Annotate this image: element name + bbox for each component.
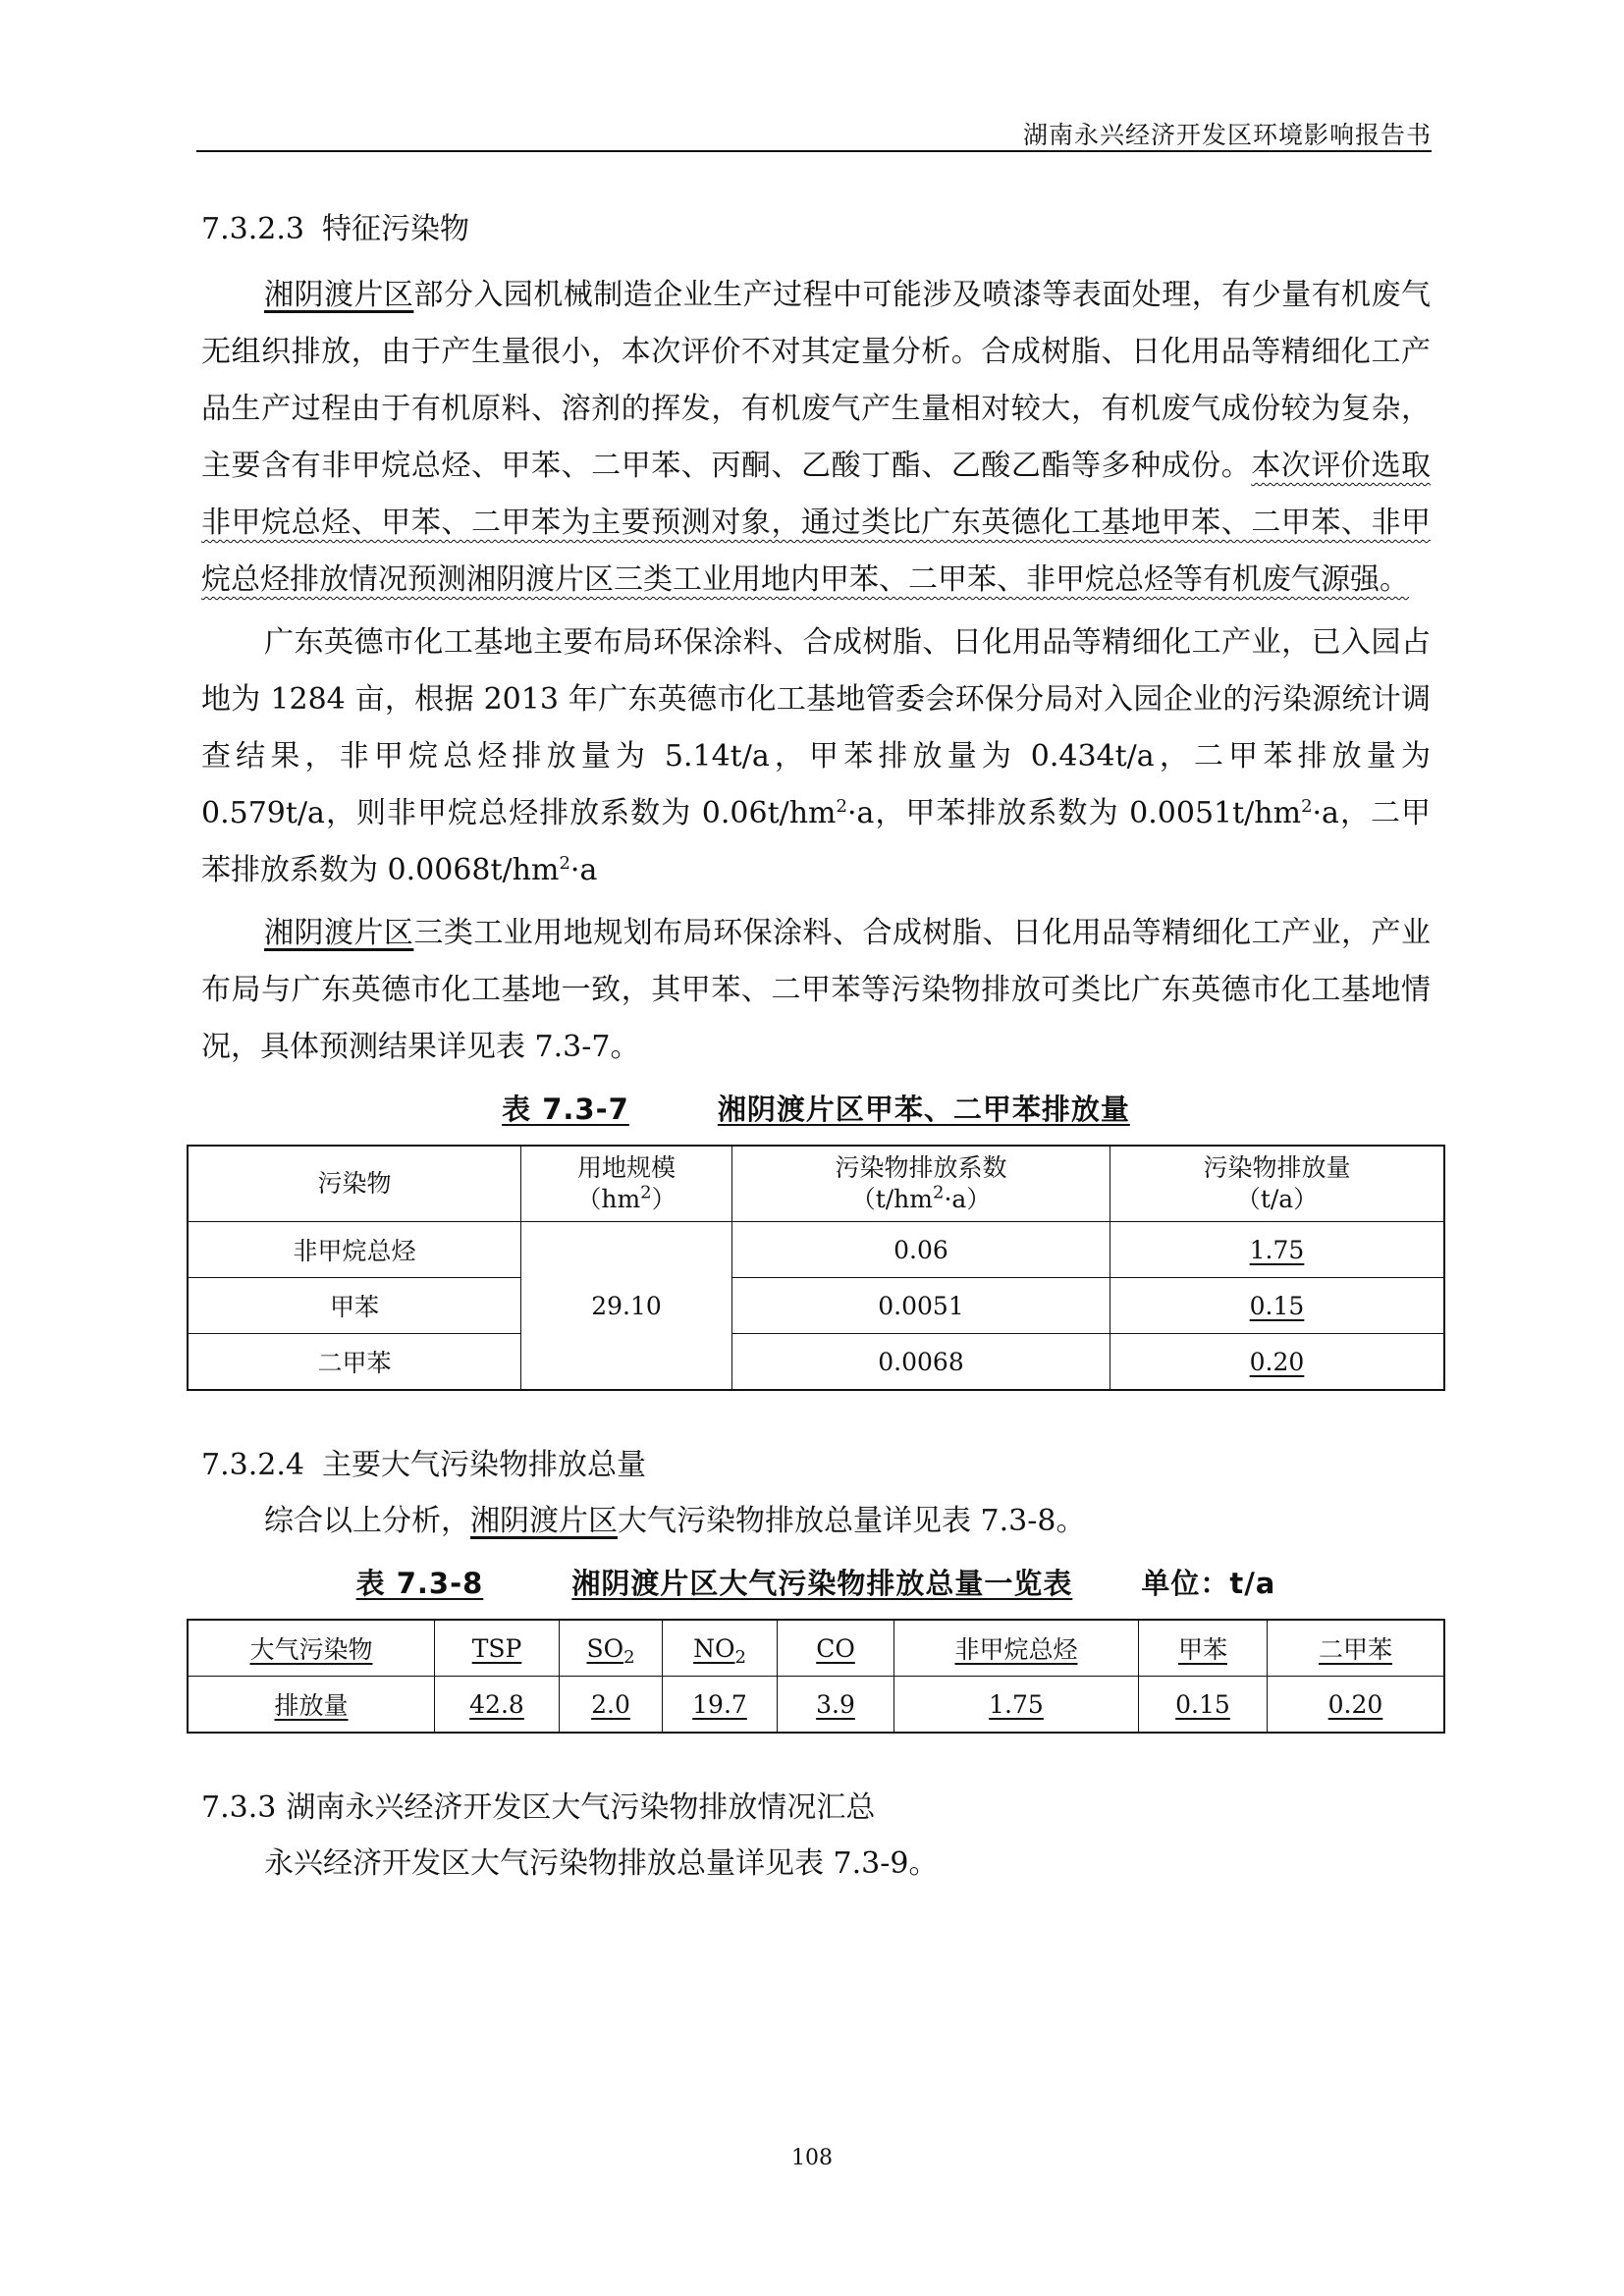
cell-no2: 19.7 bbox=[663, 1677, 778, 1734]
section-title: 特征污染物 bbox=[321, 212, 469, 246]
paragraph-total-emission bbox=[201, 1493, 1431, 1550]
paragraph-text: ·a bbox=[569, 853, 598, 887]
header-pollutant: 大气污染物 bbox=[188, 1620, 435, 1677]
cell-coefficient: 0.0068 bbox=[732, 1334, 1110, 1391]
table-7-3-8 bbox=[187, 1619, 1445, 1734]
document-header-title: 湖南永兴经济开发区环境影响报告书 bbox=[1022, 121, 1432, 149]
cell-toluene: 0.15 bbox=[1139, 1677, 1268, 1734]
cell-xylene: 0.20 bbox=[1268, 1677, 1445, 1734]
cell-amount: 1.75 bbox=[1110, 1222, 1445, 1278]
table-header-row bbox=[188, 1620, 1444, 1677]
cell-coefficient: 0.06 bbox=[732, 1222, 1110, 1278]
header-emission-coefficient: 污染物排放系数 $(t/hm^2\cdot a)$ bbox=[732, 1146, 1110, 1222]
table-row bbox=[188, 1222, 1444, 1278]
cell-so2: 2.0 bbox=[560, 1677, 663, 1734]
table-header-row bbox=[188, 1146, 1444, 1222]
cell-tsp: 42.8 bbox=[435, 1677, 560, 1734]
table-7-3-7 bbox=[187, 1145, 1445, 1391]
cell-pollutant: 二甲苯 bbox=[188, 1334, 521, 1391]
header-pollutant: 污染物 bbox=[188, 1146, 521, 1222]
table-number: 表 7.3-8 bbox=[355, 1567, 484, 1600]
paragraph-text: 大气污染物排放总量详见表 7.3-8。 bbox=[618, 1504, 1086, 1538]
section-heading-7-3-3 bbox=[201, 1789, 1431, 1828]
header-emission-amount: 污染物排放量 （t/a） bbox=[1110, 1146, 1445, 1222]
table-number: 表 7.3-7 bbox=[502, 1093, 629, 1126]
header-nmhc: 非甲烷总烃 bbox=[894, 1620, 1139, 1677]
paragraph-yingde-base bbox=[201, 614, 1431, 899]
paragraph-summary: 永兴经济开发区大气污染物排放总量详见表 7.3-9。 bbox=[264, 1846, 939, 1881]
superscript: 2 bbox=[836, 796, 847, 817]
section-title: 湖南永兴经济开发区大气污染物排放情况汇总 bbox=[286, 1790, 876, 1825]
underlined-term: 湘阴渡片区 bbox=[264, 278, 414, 312]
table-caption-7-3-8 bbox=[201, 1564, 1431, 1603]
section-title: 主要大气污染物排放总量 bbox=[321, 1448, 646, 1482]
paragraph-text: 广东英德市化工基地主要布局环保涂料、合成树脂、日化用品等精细化工产业，已入园占地为 1284 亩，根据 2013 年广东英德市化工基地管委会环保分局对入园企业的污染源统计调查结果，非甲烷总烃排放量为 5.14t/a，甲苯排放量为 0.434t/a，二甲苯排放量为 0.579t/a，则非甲烷总烃排放系数为 0.06t/hm bbox=[201, 625, 1431, 830]
header-co: CO bbox=[778, 1620, 894, 1677]
paragraph-text: ·a，甲苯排放系数为 0.0051t/hm bbox=[846, 796, 1302, 830]
paragraph-text: 部分入园机械制造企业生产过程中可能涉及喷漆等表面处理，有少量有机废气无组织排放，由于产生量很小，本次评价不对其定量分析。合成树脂、日化用品等精细化工产品生产过程由于有机原料、溶剂的挥发，有机废气产生量相对较大，有机废气成份较为复杂，主要含有非甲烷总烃、甲苯、二甲苯、丙酮、乙酸丁酯、乙酸乙酯等多种成份。 bbox=[201, 278, 1432, 483]
page-number: 108 bbox=[791, 2146, 833, 2170]
underlined-term: 湘阴渡片区 bbox=[264, 916, 414, 950]
superscript: 2 bbox=[1301, 796, 1313, 817]
header-tsp: TSP bbox=[435, 1620, 560, 1677]
cell-co: 3.9 bbox=[778, 1677, 894, 1734]
header-no2: $NO_2$ bbox=[663, 1620, 778, 1677]
underlined-term: 湘阴渡片区 bbox=[470, 1504, 618, 1538]
header-xylene: 二甲苯 bbox=[1268, 1620, 1445, 1677]
table-title: 湘阴渡片区甲苯、二甲苯排放量 bbox=[717, 1093, 1130, 1126]
section-heading-7-3-2-4 bbox=[201, 1446, 1431, 1485]
section-number: 7.3.2.4 bbox=[201, 1448, 304, 1482]
header-divider bbox=[196, 150, 1432, 152]
table-title: 湘阴渡片区大气污染物排放总量一览表 bbox=[571, 1567, 1073, 1600]
table-row bbox=[188, 1334, 1444, 1391]
table-row bbox=[188, 1278, 1444, 1334]
superscript: 2 bbox=[559, 853, 570, 874]
header-land-scale: 用地规模 $(hm^2)$ bbox=[521, 1146, 732, 1222]
paragraph-text: 三类工业用地规划布局环保涂料、合成树脂、日化用品等精细化工产业，产业布局与广东英德市化工基地一致，其甲苯、二甲苯等污染物排放可类比广东英德市化工基地情况，具体预测结果详见表 7.3-7。 bbox=[201, 916, 1432, 1064]
cell-pollutant: 甲苯 bbox=[188, 1278, 521, 1334]
row-label: 排放量 bbox=[188, 1677, 435, 1734]
cell-amount: 0.15 bbox=[1110, 1278, 1445, 1334]
header-toluene: 甲苯 bbox=[1139, 1620, 1268, 1677]
section-number: 7.3.2.3 bbox=[201, 212, 304, 246]
table-row bbox=[188, 1677, 1444, 1734]
cell-coefficient: 0.0051 bbox=[732, 1278, 1110, 1334]
paragraph-text: ·a，二甲苯排放系数为 0.0068t/hm bbox=[201, 796, 1432, 887]
section-number: 7.3.3 bbox=[201, 1790, 277, 1825]
paragraph-analogy bbox=[201, 905, 1431, 1076]
cell-land-scale: 29.10 bbox=[521, 1222, 732, 1391]
table-caption-7-3-7 bbox=[201, 1090, 1431, 1129]
header-so2: $SO_2$ bbox=[560, 1620, 663, 1677]
wavy-underlined-text: 本次评价选取非甲烷总烃、甲苯、二甲苯为主要预测对象，通过类比广东英德化工基地甲苯、二甲苯、非甲烷总烃排放情况预测湘阴渡片区三类工业用地内甲苯、二甲苯、非甲烷总烃等有机废气源强。 bbox=[201, 449, 1432, 597]
paragraph-characteristic-pollutants bbox=[201, 267, 1431, 609]
cell-nmhc: 1.75 bbox=[894, 1677, 1139, 1734]
paragraph-text: 综合以上分析， bbox=[264, 1504, 470, 1538]
cell-amount: 0.20 bbox=[1110, 1334, 1445, 1391]
table-unit: 单位：t/a bbox=[1141, 1567, 1276, 1600]
page-content bbox=[201, 210, 1431, 1893]
section-heading-7-3-2-3 bbox=[201, 210, 1431, 249]
cell-pollutant: 非甲烷总烃 bbox=[188, 1222, 521, 1278]
